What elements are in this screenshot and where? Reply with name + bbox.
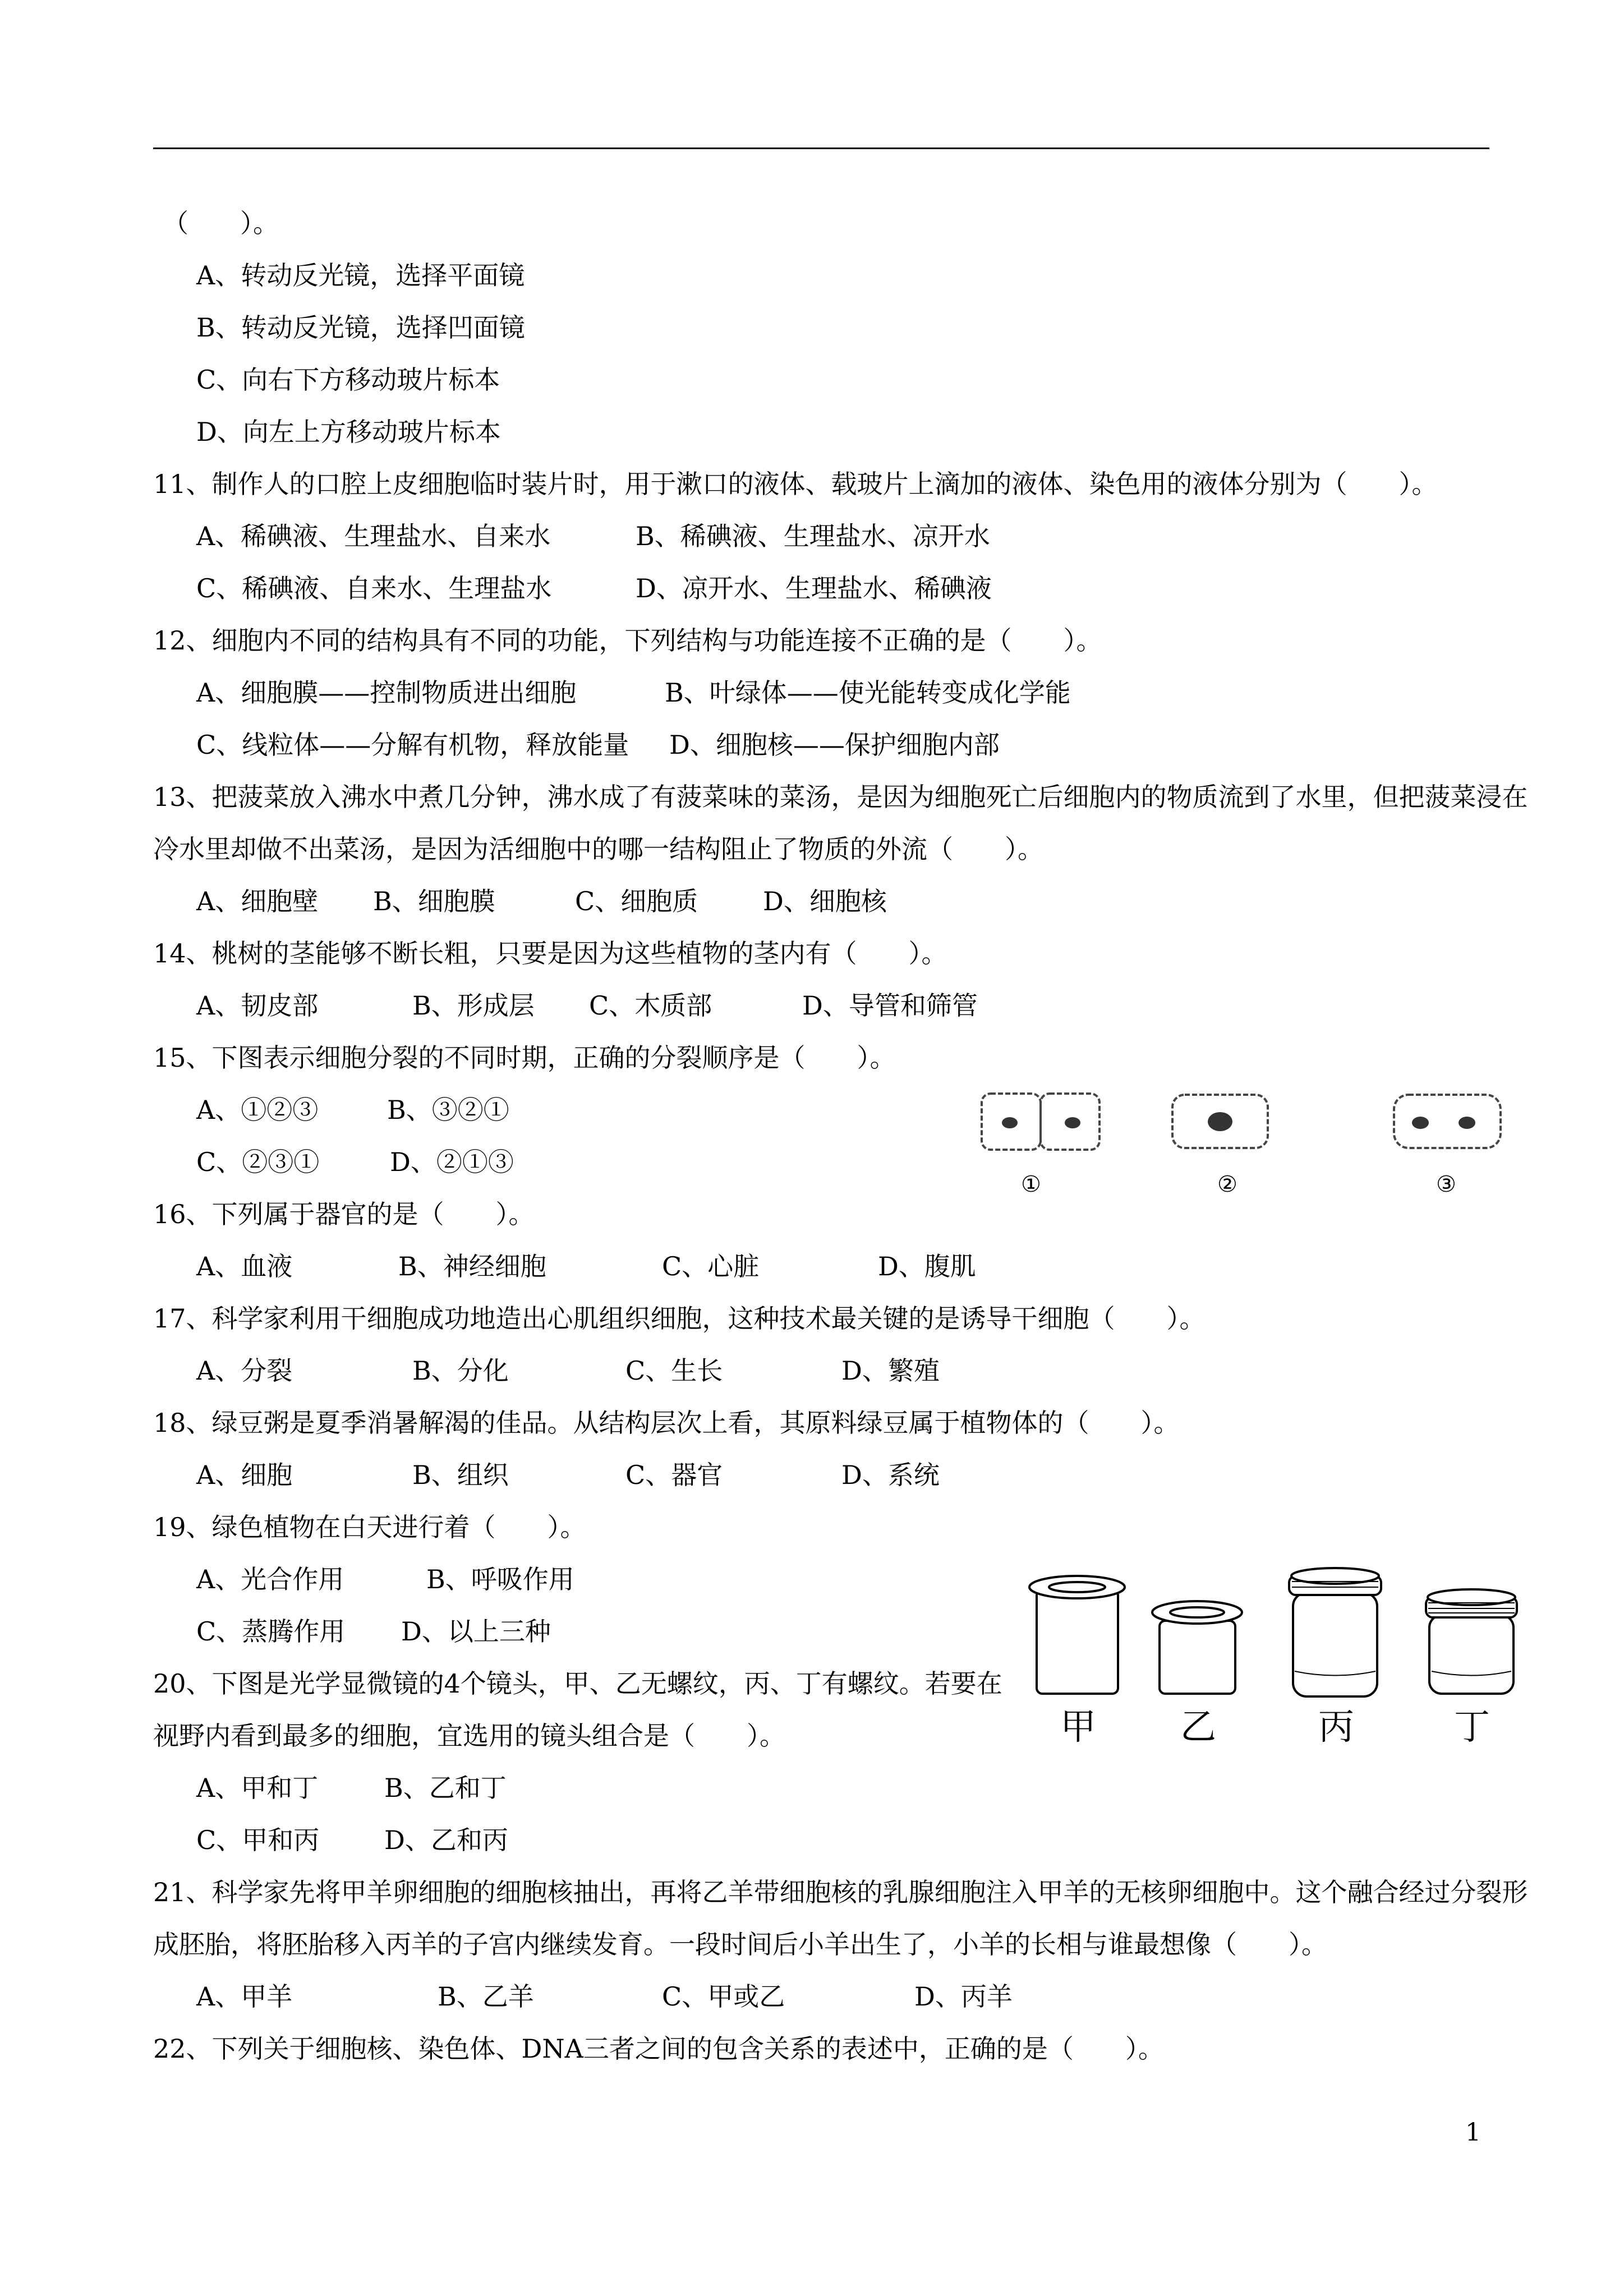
q17-option-d: D、繁殖: [841, 1356, 940, 1386]
q20-option-c: C、甲和丙: [196, 1825, 320, 1855]
nucleus-1b: [1065, 1117, 1080, 1128]
q12-option-b: B、叶绿体——使光能转变成化学能: [665, 677, 1071, 708]
lens-ding-body: [1429, 1615, 1513, 1694]
q13-option-d: D、细胞核: [763, 886, 887, 916]
nucleus-3a: [1412, 1117, 1429, 1129]
lens-label-jia: 甲: [1060, 1707, 1096, 1748]
q20-option-d: D、乙和丙: [384, 1825, 508, 1855]
q11-option-a: A、稀碘液、生理盐水、自来水: [196, 521, 551, 551]
q21-option-b: B、乙羊: [438, 1981, 534, 2012]
q15-option-d: D、②①③: [390, 1147, 514, 1177]
lenses-figure: [1027, 1559, 1531, 1705]
q10-answer-blank: （ ）。: [163, 208, 279, 238]
q14-option-c: C、木质部: [589, 990, 712, 1021]
q21-option-d: D、丙羊: [914, 1981, 1013, 2012]
cell-3-outline: [1394, 1095, 1501, 1148]
q13-option-c: C、细胞质: [575, 886, 698, 916]
q11-option-d: D、凉开水、生理盐水、稀碘液: [636, 573, 992, 603]
lens-jia-opening: [1049, 1582, 1105, 1592]
q14-option-b: B、形成层: [412, 990, 535, 1021]
q19-option-b: B、呼吸作用: [426, 1564, 574, 1594]
page-number: 1: [1465, 2118, 1481, 2147]
q12-option-d: D、细胞核——保护细胞内部: [669, 730, 1000, 760]
q12-stem: 12、细胞内不同的结构具有不同的功能，下列结构与功能连接不正确的是（ ）。: [153, 625, 1102, 656]
q18-stem: 18、绿豆粥是夏季消暑解渴的佳品。从结构层次上看，其原料绿豆属于植物体的（ ）。: [153, 1408, 1180, 1438]
q19-stem: 19、绿色植物在白天进行着（ ）。: [153, 1512, 586, 1542]
lens-label-bing: 丙: [1318, 1707, 1354, 1748]
q15-option-c: C、②③①: [196, 1147, 320, 1177]
q10-option-a: A、转动反光镜，选择平面镜: [196, 260, 525, 291]
cell-label-1: ①: [1021, 1172, 1041, 1197]
q14-stem: 14、桃树的茎能够不断长粗，只要是因为这些植物的茎内有（ ）。: [153, 938, 947, 969]
cell-label-3: ③: [1436, 1172, 1456, 1197]
q18-option-b: B、组织: [412, 1460, 509, 1490]
q14-option-a: A、韧皮部: [196, 990, 319, 1021]
q22-stem: 22、下列关于细胞核、染色体、DNA三者之间的包含关系的表述中，正确的是（ ）。: [153, 2034, 1164, 2064]
lens-label-yi: 乙: [1180, 1707, 1216, 1748]
q11-option-b: B、稀碘液、生理盐水、凉开水: [636, 521, 990, 551]
q19-option-d: D、以上三种: [401, 1616, 551, 1647]
q15-option-b: B、③②①: [387, 1095, 509, 1125]
q17-option-b: B、分化: [412, 1356, 509, 1386]
q13-stem-cont: 冷水里却做不出菜汤，是因为活细胞中的哪一结构阻止了物质的外流（ ）。: [153, 834, 1043, 864]
q16-stem: 16、下列属于器官的是（ ）。: [153, 1199, 535, 1229]
q17-stem: 17、科学家利用干细胞成功地造出心肌组织细胞，这种技术最关键的是诱导干细胞（ ）。: [153, 1303, 1206, 1334]
q18-option-d: D、系统: [841, 1460, 940, 1490]
q20-option-a: A、甲和丁: [196, 1773, 319, 1803]
cell-label-2: ②: [1217, 1172, 1237, 1197]
q15-option-a: A、①②③: [196, 1095, 319, 1125]
q20-stem: 20、下图是光学显微镜的4个镜头，甲、乙无螺纹，丙、丁有螺纹。若要在: [153, 1668, 1002, 1699]
q19-option-a: A、光合作用: [196, 1564, 344, 1594]
q10-option-d: D、向左上方移动玻片标本: [196, 417, 501, 447]
q20-option-b: B、乙和丁: [384, 1773, 507, 1803]
q16-option-a: A、血液: [196, 1251, 293, 1281]
q13-option-a: A、细胞壁: [196, 886, 319, 916]
q16-option-b: B、神经细胞: [398, 1251, 546, 1281]
q16-option-c: C、心脏: [662, 1251, 760, 1281]
q21-option-a: A、甲羊: [196, 1981, 293, 2012]
q15-stem: 15、下图表示细胞分裂的不同时期，正确的分裂顺序是（ ）。: [153, 1043, 896, 1073]
q12-option-c: C、线粒体——分解有机物，释放能量: [196, 730, 629, 760]
q16-option-d: D、腹肌: [878, 1251, 976, 1281]
q13-stem: 13、把菠菜放入沸水中煮几分钟，沸水成了有菠菜味的菜汤，是因为细胞死亡后细胞内的物质流到了水里，但把菠菜浸在: [153, 782, 1528, 812]
q21-stem-cont: 成胚胎，将胚胎移入丙羊的子宫内继续发育。一段时间后小羊出生了，小羊的长相与谁最想像（ ）。: [153, 1929, 1327, 1960]
nucleus-1a: [1002, 1117, 1018, 1128]
q10-option-b: B、转动反光镜，选择凹面镜: [196, 312, 525, 343]
lens-bing-body: [1293, 1593, 1377, 1696]
q20-stem-cont: 视野内看到最多的细胞，宜选用的镜头组合是（ ）。: [153, 1721, 785, 1751]
q17-option-c: C、生长: [625, 1356, 723, 1386]
q13-option-b: B、细胞膜: [373, 886, 495, 916]
lens-yi-opening: [1170, 1607, 1224, 1617]
q21-option-c: C、甲或乙: [662, 1981, 785, 2012]
q14-option-d: D、导管和筛管: [802, 990, 978, 1021]
nucleus-3b: [1459, 1117, 1475, 1129]
q19-option-c: C、蒸腾作用: [196, 1616, 346, 1647]
lens-label-ding: 丁: [1454, 1707, 1490, 1748]
nucleus-2: [1208, 1112, 1232, 1131]
q17-option-a: A、分裂: [196, 1356, 293, 1386]
q11-option-c: C、稀碘液、自来水、生理盐水: [196, 573, 552, 603]
header-rule: [153, 147, 1489, 149]
lenses-drawing: [1027, 1559, 1531, 1705]
lens-jia-body: [1037, 1590, 1118, 1694]
lens-yi-body: [1160, 1621, 1235, 1694]
q11-stem: 11、制作人的口腔上皮细胞临时装片时，用于漱口的液体、载玻片上滴加的液体、染色用的液体分别为（ ）。: [153, 469, 1438, 499]
q21-stem: 21、科学家先将甲羊卵细胞的细胞核抽出，再将乙羊带细胞核的乳腺细胞注入甲羊的无核卵细胞中。这个融合经过分裂形: [153, 1877, 1528, 1907]
q10-option-c: C、向右下方移动玻片标本: [196, 365, 500, 395]
q12-option-a: A、细胞膜——控制物质进出细胞: [196, 677, 577, 708]
q18-option-a: A、细胞: [196, 1460, 293, 1490]
q18-option-c: C、器官: [625, 1460, 723, 1490]
